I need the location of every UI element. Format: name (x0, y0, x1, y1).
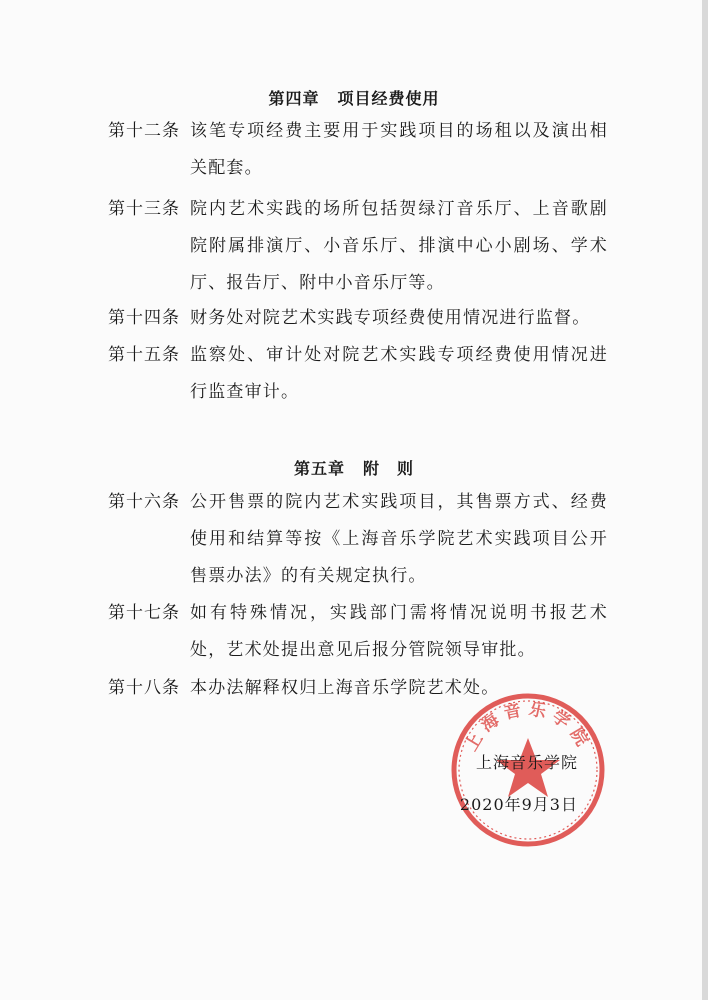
article-16 (108, 484, 608, 595)
article-number: 第十三条 (108, 199, 180, 219)
chapter5-title (0, 456, 708, 479)
chapter5-name: 附 则 (363, 459, 415, 478)
article-text: 院内艺术实践的场所包括贺绿汀音乐厅、上音歌剧院附属排演厅、小音乐厅、排演中心小剧场、学术厅、报告厅、附中小音乐厅等。 (190, 199, 608, 293)
article-12 (108, 113, 608, 187)
chapter4-number: 第四章 (268, 89, 320, 108)
article-17 (108, 595, 608, 669)
article-13 (108, 191, 608, 302)
signature-date: 2020年9月3日 (459, 795, 578, 814)
article-text: 该笔专项经费主要用于实践项目的场租以及演出相关配套。 (190, 121, 608, 178)
chapter4-name: 项目经费使用 (337, 89, 440, 108)
article-number: 第十七条 (108, 603, 180, 623)
article-text: 如有特殊情况，实践部门需将情况说明书报艺术处，艺术处提出意见后报分管院领导审批。 (190, 603, 608, 660)
chapter4-title (0, 86, 708, 109)
signature-org: 上海音乐学院 (475, 753, 578, 772)
article-number: 第十八条 (108, 678, 180, 698)
article-15 (108, 337, 608, 411)
article-text: 本办法解释权归上海音乐学院艺术处。 (190, 678, 500, 698)
article-text: 财务处对院艺术实践专项经费使用情况进行监督。 (190, 308, 591, 328)
page-edge (702, 0, 708, 1000)
article-14 (108, 300, 608, 337)
article-number: 第十四条 (108, 308, 180, 328)
article-text: 监察处、审计处对院艺术实践专项经费使用情况进行监查审计。 (190, 345, 608, 402)
article-number: 第十五条 (108, 345, 180, 365)
chapter5-number: 第五章 (293, 459, 345, 478)
article-text: 公开售票的院内艺术实践项目，其售票方式、经费使用和结算等按《上海音乐学院艺术实践项目公开售票办法》的有关规定执行。 (190, 492, 608, 586)
svg-text:上海音乐学院: 上海音乐学院 (461, 699, 595, 755)
article-number: 第十六条 (108, 492, 180, 512)
article-number: 第十二条 (108, 121, 180, 141)
